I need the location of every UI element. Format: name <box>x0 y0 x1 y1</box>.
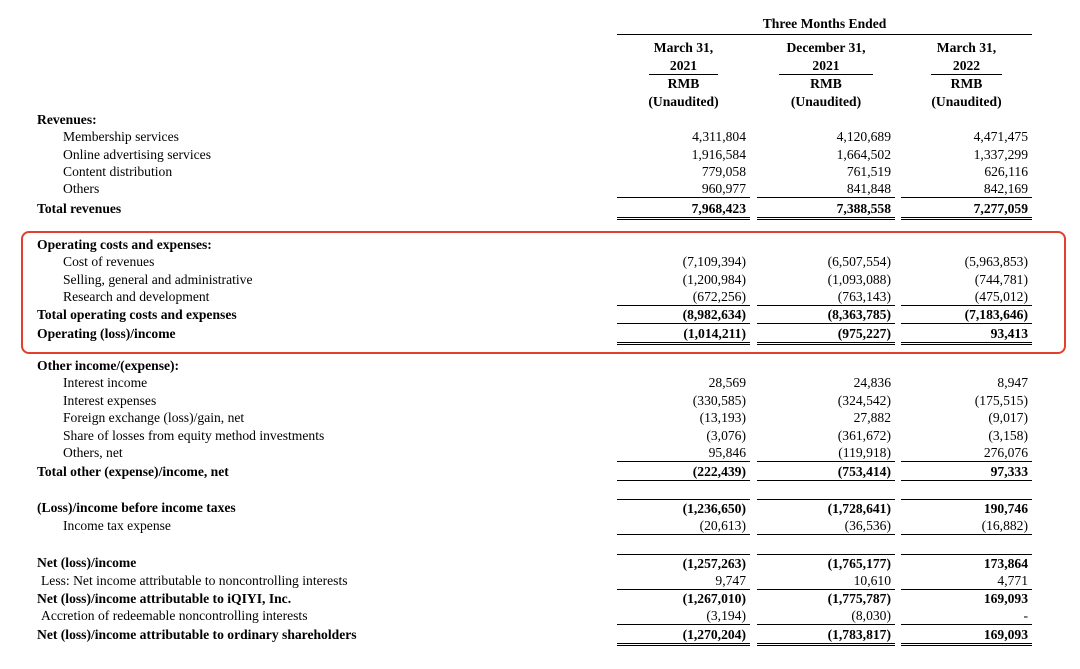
value-cell: (1,236,650) <box>617 499 750 517</box>
row-label: Interest income <box>63 375 148 390</box>
value-cell: (475,012) <box>901 288 1032 306</box>
total-row <box>0 325 1080 343</box>
value-cell: 169,093 <box>983 591 1028 606</box>
row-label: Net (loss)/income <box>37 555 137 570</box>
row-label: Others <box>63 181 100 196</box>
row-label: Other income/(expense): <box>37 358 180 373</box>
row-label: Operating (loss)/income <box>37 326 176 341</box>
value-cell: 841,848 <box>757 180 895 198</box>
value-cell: 4,120,689 <box>836 129 891 144</box>
value-cell: (753,414) <box>757 463 895 481</box>
value-cell: 9,747 <box>617 572 750 590</box>
value-cell: 7,277,059 <box>901 200 1032 220</box>
table-row <box>0 392 1080 410</box>
table-row <box>0 128 1080 146</box>
row-label: Operating costs and expenses: <box>37 237 212 252</box>
column-date-line1: March 31, <box>936 40 997 55</box>
row-label: Membership services <box>63 129 179 144</box>
column-status: (Unaudited) <box>790 93 862 109</box>
row-label: Share of losses from equity method investments <box>63 428 325 443</box>
value-cell: (3,158) <box>988 428 1028 443</box>
value-cell: - <box>901 607 1032 625</box>
table-row <box>0 163 1080 181</box>
value-cell: (5,963,853) <box>964 254 1028 269</box>
table-row <box>0 288 1080 306</box>
value-cell: (16,882) <box>901 517 1032 535</box>
value-cell: 169,093 <box>901 626 1032 646</box>
row-label: Total revenues <box>37 201 122 216</box>
column-currency: RMB <box>950 76 983 91</box>
row-label: Total operating costs and expenses <box>37 307 237 322</box>
value-cell: 7,968,423 <box>617 200 750 220</box>
column-group-title: Three Months Ended <box>617 16 1032 35</box>
value-cell: (1,270,204) <box>617 626 750 646</box>
column-date-line1: December 31, <box>786 40 866 55</box>
value-cell: 960,977 <box>617 180 750 198</box>
value-cell: (1,200,984) <box>682 272 746 287</box>
value-cell: (8,982,634) <box>617 306 750 324</box>
section-heading-revenues <box>0 111 1080 129</box>
column-header-q1-2021 <box>617 39 750 110</box>
column-date-line1: March 31, <box>653 40 714 55</box>
value-cell: (8,363,785) <box>757 306 895 324</box>
value-cell: (6,507,554) <box>827 254 891 269</box>
value-cell: (361,672) <box>837 428 891 443</box>
value-cell: (1,093,088) <box>827 272 891 287</box>
value-cell: 4,771 <box>901 572 1032 590</box>
row-label: Accretion of redeemable noncontrolling interests <box>41 608 308 623</box>
row-label: Selling, general and administrative <box>63 272 253 287</box>
table-row <box>0 572 1080 590</box>
row-label: Research and development <box>63 289 210 304</box>
row-label: (Loss)/income before income taxes <box>37 500 236 515</box>
total-row <box>0 554 1080 572</box>
table-row <box>0 271 1080 289</box>
table-row <box>0 517 1080 535</box>
value-cell: (1,783,817) <box>757 626 895 646</box>
value-cell: (20,613) <box>617 517 750 535</box>
row-label: Others, net <box>63 445 123 460</box>
value-cell: (330,585) <box>692 393 746 408</box>
row-label: Interest expenses <box>63 393 157 408</box>
value-cell: (1,267,010) <box>682 591 746 606</box>
value-cell: 4,311,804 <box>692 129 746 144</box>
column-currency: RMB <box>810 76 842 91</box>
value-cell: (36,536) <box>757 517 895 535</box>
value-cell: 97,333 <box>901 463 1032 481</box>
row-label: Content distribution <box>63 164 173 179</box>
value-cell: 27,882 <box>853 410 891 425</box>
row-label: Net (loss)/income attributable to ordinary shareholders <box>37 627 357 642</box>
table-row <box>0 253 1080 271</box>
row-label: Total other (expense)/income, net <box>37 464 229 479</box>
value-cell: (1,775,787) <box>827 591 891 606</box>
value-cell: 4,471,475 <box>973 129 1028 144</box>
row-label: Cost of revenues <box>63 254 155 269</box>
value-cell: 24,836 <box>853 375 891 390</box>
value-cell: 1,664,502 <box>836 147 891 162</box>
row-label: Net (loss)/income attributable to iQIYI, Inc. <box>37 591 292 606</box>
row-label: Less: Net income attributable to noncontrolling interests <box>41 573 348 588</box>
value-cell: 626,116 <box>984 164 1028 179</box>
value-cell: (3,194) <box>617 607 750 625</box>
value-cell: 1,916,584 <box>691 147 746 162</box>
value-cell: (763,143) <box>757 288 895 306</box>
value-cell: (8,030) <box>757 607 895 625</box>
table-row <box>0 607 1080 625</box>
value-cell: (175,515) <box>974 393 1028 408</box>
value-cell: 1,337,299 <box>973 147 1028 162</box>
value-cell: (1,728,641) <box>757 499 895 517</box>
table-row <box>0 146 1080 164</box>
value-cell: 28,569 <box>708 375 746 390</box>
value-cell: (222,439) <box>617 463 750 481</box>
column-status: (Unaudited) <box>931 93 1002 109</box>
value-cell: 761,519 <box>846 164 891 179</box>
column-currency: RMB <box>667 76 700 91</box>
row-label: Income tax expense <box>63 518 171 533</box>
total-row <box>0 463 1080 481</box>
table-row <box>0 409 1080 427</box>
value-cell: (9,017) <box>988 410 1028 425</box>
row-label: Revenues: <box>37 112 97 127</box>
value-cell: 173,864 <box>901 554 1032 572</box>
value-cell: 95,846 <box>617 444 750 462</box>
table-row <box>0 427 1080 445</box>
column-date-line2: 2021 <box>649 57 718 76</box>
value-cell: 7,388,558 <box>757 200 895 220</box>
total-row <box>0 306 1080 324</box>
column-header-q1-2022 <box>901 39 1032 110</box>
value-cell: (3,076) <box>706 428 746 443</box>
section-heading-other-income <box>0 357 1080 375</box>
total-row <box>0 200 1080 218</box>
value-cell: 10,610 <box>757 572 895 590</box>
value-cell: (1,257,263) <box>617 554 750 572</box>
column-header-q4-2021 <box>757 39 895 110</box>
value-cell: (7,109,394) <box>682 254 746 269</box>
value-cell: 93,413 <box>901 325 1032 345</box>
row-label: Foreign exchange (loss)/gain, net <box>63 410 245 425</box>
value-cell: (1,765,177) <box>757 554 895 572</box>
value-cell: (324,542) <box>837 393 891 408</box>
column-date-line2: 2022 <box>931 57 1002 76</box>
total-row <box>0 590 1080 608</box>
total-row <box>0 499 1080 517</box>
value-cell: 276,076 <box>901 444 1032 462</box>
value-cell: (7,183,646) <box>901 306 1032 324</box>
table-row <box>0 374 1080 392</box>
value-cell: 779,058 <box>701 164 746 179</box>
value-cell: (119,918) <box>757 444 895 462</box>
table-row <box>0 444 1080 462</box>
value-cell: (744,781) <box>974 272 1028 287</box>
value-cell: 8,947 <box>997 375 1028 390</box>
section-heading-operating-costs <box>0 236 1080 254</box>
value-cell: (975,227) <box>757 325 895 345</box>
table-row <box>0 180 1080 198</box>
total-row <box>0 626 1080 644</box>
row-label: Online advertising services <box>63 147 211 162</box>
column-date-line2: 2021 <box>779 57 873 76</box>
value-cell: 190,746 <box>901 499 1032 517</box>
value-cell: (1,014,211) <box>617 325 750 345</box>
value-cell: 842,169 <box>901 180 1032 198</box>
value-cell: (672,256) <box>617 288 750 306</box>
value-cell: (13,193) <box>699 410 746 425</box>
column-status: (Unaudited) <box>648 93 719 109</box>
